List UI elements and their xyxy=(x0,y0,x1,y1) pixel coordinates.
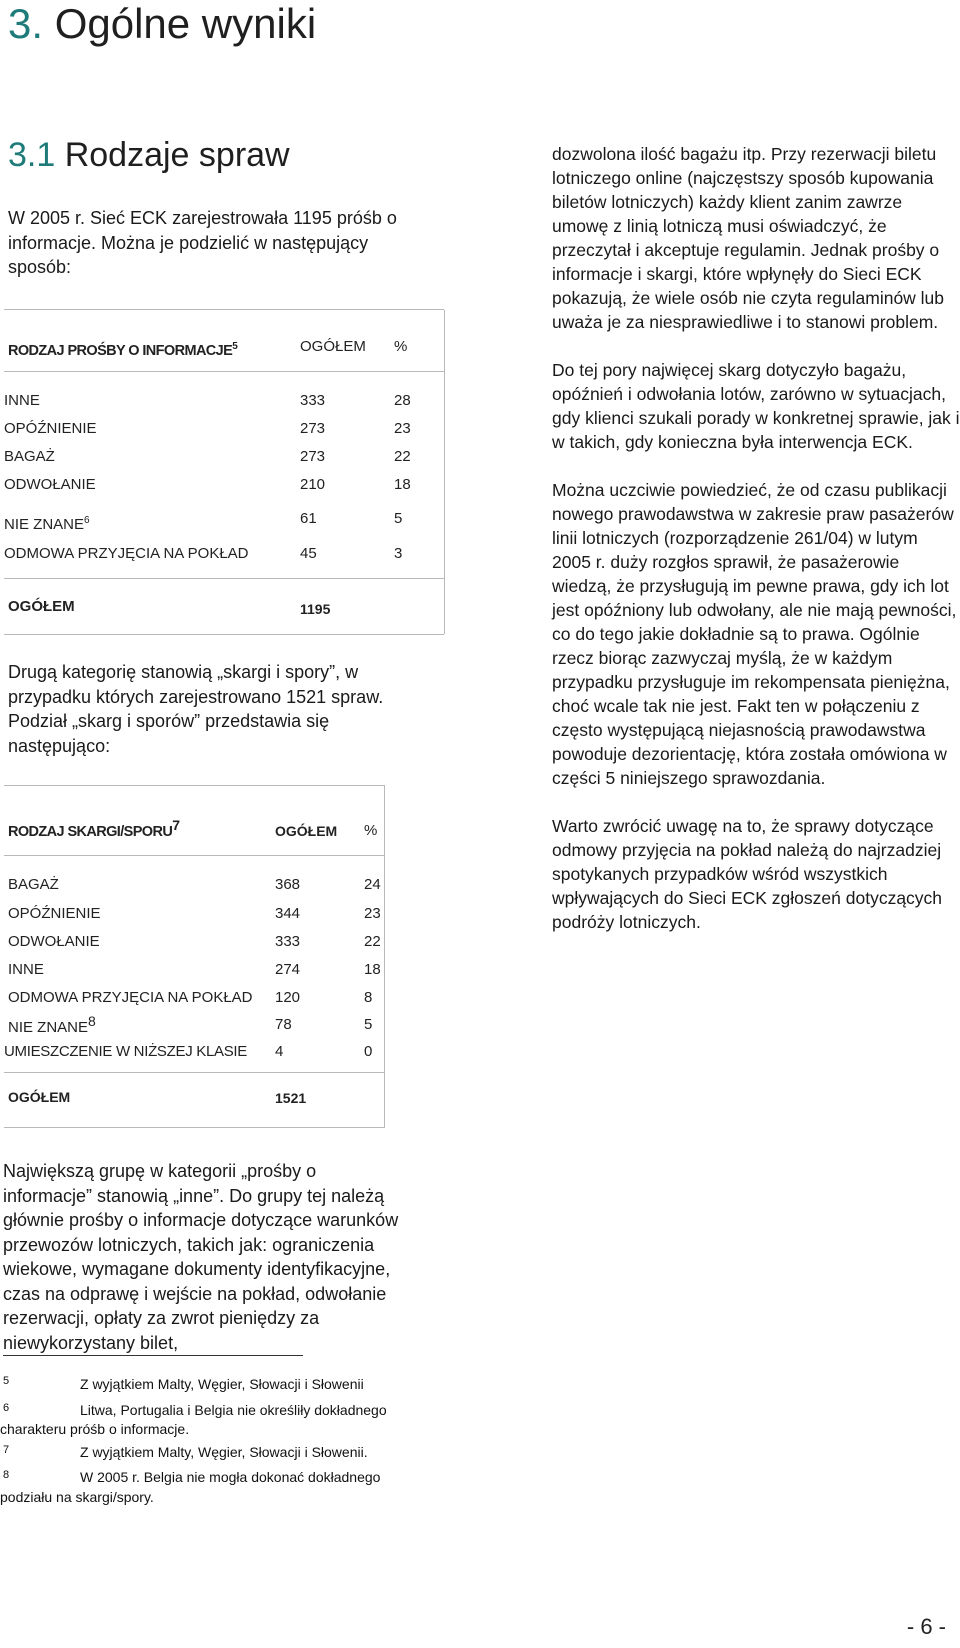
table-row-label: OPÓŹNIENIE xyxy=(4,420,97,437)
table-row-pct: 22 xyxy=(364,933,381,950)
table-row-label: ODWOŁANIE xyxy=(4,476,96,493)
table-divider xyxy=(4,371,444,372)
table-row-pct: 28 xyxy=(394,392,411,409)
table-row-total: 120 xyxy=(275,989,301,1006)
table-row-pct: 0 xyxy=(364,1043,373,1060)
table-row-pct: 23 xyxy=(394,420,411,437)
table-row-label: BAGAŻ xyxy=(4,448,55,465)
table-row-pct: 18 xyxy=(394,476,411,493)
table-row-label: BAGAŻ xyxy=(8,876,59,893)
table-total-label: OGÓŁEM xyxy=(8,1089,71,1105)
table-row-total: 78 xyxy=(275,1016,292,1033)
table-row-total: 4 xyxy=(275,1043,284,1060)
footnote-number: 6 xyxy=(3,1402,10,1414)
info-requests-table xyxy=(4,309,444,635)
chapter-number: 3. xyxy=(8,0,44,47)
table-row-pct: 24 xyxy=(364,876,381,893)
table-row-total: 61 xyxy=(300,510,317,527)
table-row-total: 273 xyxy=(300,448,326,465)
table-row-pct: 8 xyxy=(364,989,373,1006)
page-number: - 6 - xyxy=(906,1614,946,1639)
table-row-total: 333 xyxy=(300,392,326,409)
table-row-pct: 23 xyxy=(364,905,381,922)
footnote-text: W 2005 r. Belgia nie mogła dokonać dokładnego xyxy=(80,1469,381,1485)
right-paragraph-2: Do tej pory najwięcej skarg dotyczyło bagażu, opóźnień i odwołania lotów, zarówno w sytuacjach, gdy klienci szukali porady w konkretnej sprawie, jak i w takich, gdy konieczna była interwencja ECK. xyxy=(552,360,960,452)
table-total-label: OGÓŁEM xyxy=(8,598,75,615)
complaints-table xyxy=(4,785,385,1128)
table-row-total: 273 xyxy=(300,420,326,437)
table-header-total: OGÓŁEM xyxy=(275,823,338,839)
footnote-text: Z wyjątkiem Malty, Węgier, Słowacji i Słowenii xyxy=(80,1376,364,1392)
right-paragraph-4: Warto zwrócić uwagę na to, że sprawy dotyczące odmowy przyjęcia na pokład należą do najrzadziej spotykanych przypadków wśród wszystkich wpływających do Sieci ECK zgłoszeń dotyczących podróży lotniczych. xyxy=(552,816,943,932)
table-row-label: ODMOWA PRZYJĘCIA NA POKŁAD xyxy=(8,989,253,1006)
chapter-heading xyxy=(8,0,316,48)
intro-paragraph: W 2005 r. Sieć ECK zarejestrowała 1195 próśb o informacje. Można je podzielić w następujący sposób: xyxy=(8,208,397,277)
table-row-total: 45 xyxy=(300,545,317,562)
table-header-pct: % xyxy=(394,338,408,355)
table-row-label: ODWOŁANIE xyxy=(8,933,100,950)
table-row-total: 344 xyxy=(275,905,301,922)
table-row-total: 368 xyxy=(275,876,301,893)
middle-paragraph: Drugą kategorię stanowią „skargi i spory”, w przypadku których zarejestrowano 1521 spraw. Podział „skarg i sporów” przedstawia się następująco: xyxy=(8,662,384,756)
bottom-paragraph: Największą grupę w kategorii „prośby o informacje” stanowią „inne”. Do grupy tej należą głównie prośby o informacje dotyczące warunków przewozów lotniczych, takich jak: ograniczenia wiekowe, wymagane dokumenty identyfikacyjne, czas na odprawę i wejście na pokład, odwołanie rezerwacji, opłaty za zwrot pieniędzy za niewykorzystany bilet, xyxy=(3,1161,399,1353)
section-heading xyxy=(8,134,290,176)
table-border xyxy=(444,310,445,634)
right-paragraph-1: dozwolona ilość bagażu itp. Przy rezerwacji biletu lotniczego online (najczęstszy sposób kupowania biletów lotniczych) każdy klient zanim zawrze umowę z linią lotniczą musi oświadczyć, że przeczytał i akceptuje regulamin. Jednak prośby o informacje i skargi, które wpłynęły do Sieci ECK pokazują, że wiele osób nie czyta regulaminów lub uważa je za niesprawiedliwe i to stanowi problem. xyxy=(552,144,945,332)
table-row-pct: 22 xyxy=(394,448,411,465)
table-header-total: OGÓŁEM xyxy=(300,338,366,355)
table-row-label: NIE ZNANE8 xyxy=(8,1013,96,1036)
table-total-value: 1521 xyxy=(275,1090,307,1106)
table-row-pct: 5 xyxy=(364,1016,373,1033)
table-row-label: INNE xyxy=(8,961,44,978)
table-header-pct: % xyxy=(364,822,378,839)
table-row-label: NIE ZNANE$^6$ xyxy=(4,515,90,533)
table-row-pct: 5 xyxy=(394,510,403,527)
table-divider xyxy=(4,855,384,856)
footnote-separator xyxy=(3,1355,303,1356)
footnote-text-continued: podziału na skargi/spory. xyxy=(0,1489,154,1505)
footnote-number: 7 xyxy=(3,1444,10,1456)
footnote-text: Litwa, Portugalia i Belgia nie określiły dokładnego xyxy=(80,1402,387,1418)
chapter-title: Ogólne wyniki xyxy=(54,0,317,47)
table-row-label: OPÓŹNIENIE xyxy=(8,905,101,922)
section-number: 3.1 xyxy=(8,136,56,174)
table-header-type: RODZAJ SKARGI/SPORU7 xyxy=(8,817,180,840)
table-divider xyxy=(4,1072,384,1073)
table-divider xyxy=(4,578,444,579)
table-row-pct: 18 xyxy=(364,961,381,978)
footnote-number: 5 xyxy=(3,1375,10,1387)
table-row-label: ODMOWA PRZYJĘCIA NA POKŁAD xyxy=(4,545,249,562)
section-title: Rodzaje spraw xyxy=(64,136,290,174)
footnote-text: Z wyjątkiem Malty, Węgier, Słowacji i Słowenii. xyxy=(80,1444,368,1460)
table-row-label: UMIESZCZENIE W NIŻSZEJ KLASIE xyxy=(4,1043,247,1060)
table-row-label: INNE xyxy=(4,392,40,409)
table-row-pct: 3 xyxy=(394,545,403,562)
right-paragraph-3: Można uczciwie powiedzieć, że od czasu publikacji nowego prawodawstwa w zakresie praw pasażerów linii lotniczych (rozporządzenie 261/04) w lutym 2005 r. duży rozgłos sprawił, że pasażerowie wiedzą, że przysługują im pewne prawa, gdy ich lot jest opóźniony lub odwołany, ale nie mają pewności, co do tego jakie dokładnie są to prawa. Ogólnie rzecz biorąc zazwyczaj myślą, że w każdym przypadku przysługuje im rekompensata pieniężna, choć wcale tak nie jest. Fakt ten w połączeniu z często występującą niejasnością prawodawstwa powoduje dezorientację, która została omówiona w części 5 niniejszego sprawozdania. xyxy=(552,480,957,788)
table-total-value: 1195 xyxy=(300,601,331,617)
footnote-number: 8 xyxy=(3,1469,10,1481)
table-row-total: 333 xyxy=(275,933,301,950)
table-row-total: 274 xyxy=(275,961,301,978)
table-header-type: RODZAJ PROŚBY O INFORMACJE$^5$ xyxy=(8,341,238,359)
footnote-text-continued: charakteru próśb o informacje. xyxy=(0,1421,190,1437)
table-row-total: 210 xyxy=(300,476,326,493)
